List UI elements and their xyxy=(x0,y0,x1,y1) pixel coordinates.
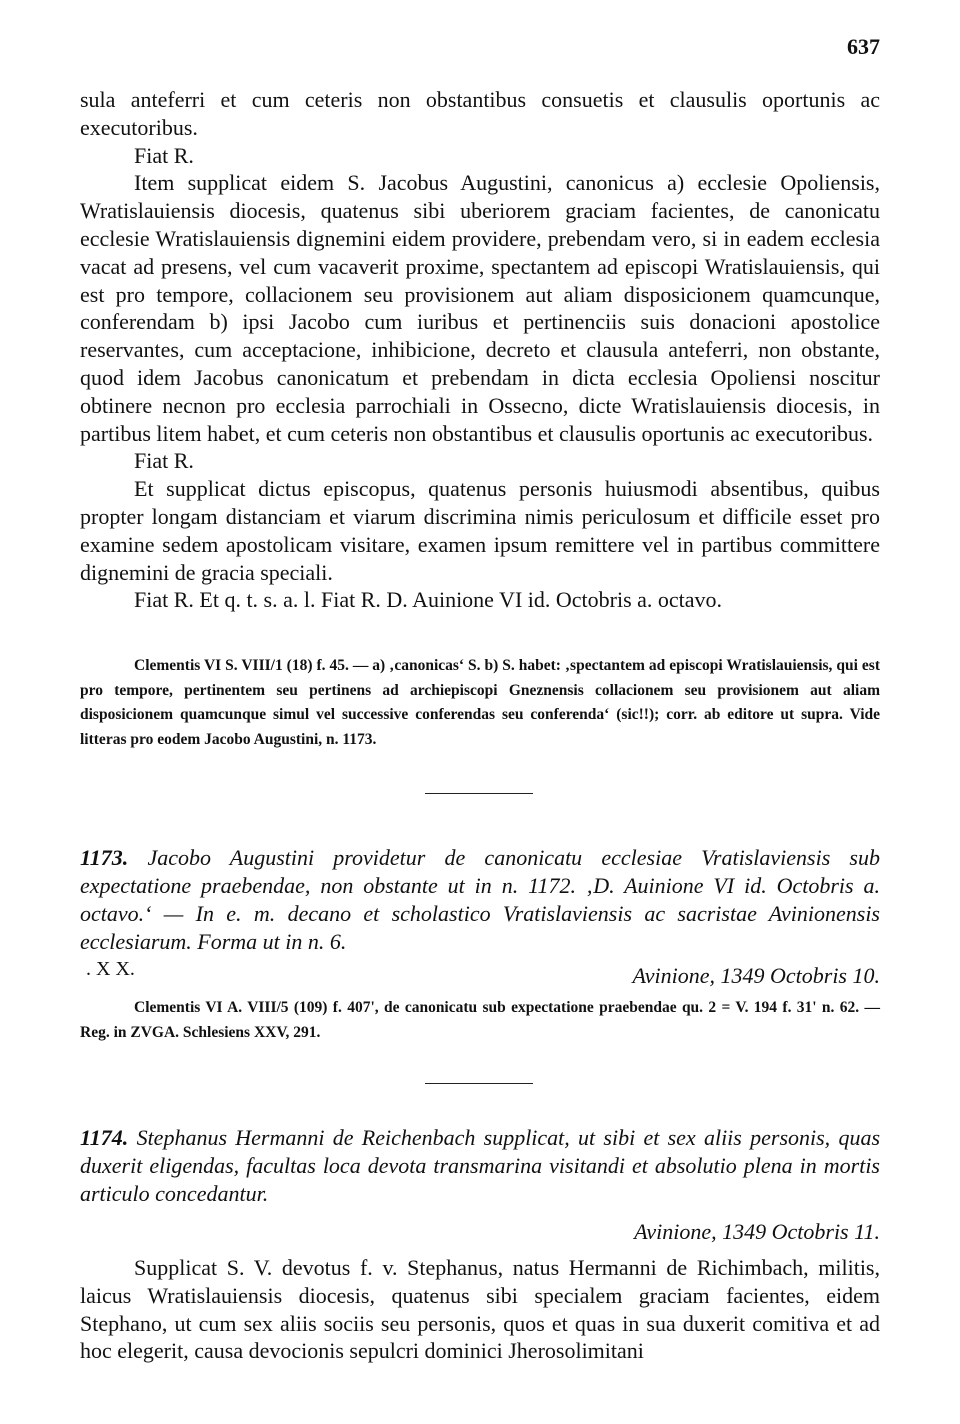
entry-1173 xyxy=(80,844,880,990)
entry-1173-source-text: Clementis VI A. VIII/5 (109) f. 407', de canonicatu sub expectatione praebendae qu. 2 = V. 194 f. 31' n. 62. — Reg. in ZVGA. Schlesiens XXV, 291. xyxy=(80,999,880,1041)
entry-1173-place-date: Avinione, 1349 Octobris 10. xyxy=(632,963,880,988)
footnote-1172 xyxy=(80,654,880,752)
entry-1174-summary xyxy=(80,1124,880,1208)
entry-1173-source xyxy=(80,996,880,1045)
entry-1173-summary-text: Jacobo Augustini providetur de canonicatu ecclesiae Vratislaviensis sub expectatione praebendae, non obstante ut in n. 1172. ‚D. Auinione VI id. Octobris a. octavo.‘ — In e. m. decano et scholastico Vratislaviensis ac sacristae Avinionensis ecclesiarum. Forma ut in n. 6. xyxy=(80,845,880,954)
page-number: 637 xyxy=(847,34,880,59)
entry-1174 xyxy=(80,1124,880,1365)
entry-1174-text: Supplicat S. V. devotus f. v. Stephanus, natus Hermanni de Richimbach, militis, laicus Wratislauiensis diocesis, quatenus sibi specialem graciam facientes, eidem Stephano, ut cum sex aliis sociis seu personis, quos et quas in sua duxerit comitiva et ad hoc elegerit, causa devocionis sepulcri dominici Jherosolimitani xyxy=(80,1255,880,1364)
paragraph-fiat-date: Fiat R. Et q. t. s. a. l. Fiat R. D. Auinione VI id. Octobris a. octavo. xyxy=(134,587,723,613)
entry-1174-number: 1174. xyxy=(80,1125,129,1150)
paragraph-item-supplicat: Item supplicat eidem S. Jacobus Augustini, canonicus a) ecclesie Opoliensis, Wratislauiensis diocesis, quatenus sibi uberiorem graciam facientes, de canonicatu ecclesie Wratislauiensis dignemini eidem providere, prebendam vero, si in eadem ecclesia vacat ad presens, vel cum vacaverit proxime, spectantem ad episcopi Wratislauiensis, qui est pro tempore, collacionem seu provisionem aut aliam disposicionem quamcunque, conferendam b) ipsi Jacobo cum iuribus et pertinenciis suis donacioni apostolice reservantes, cum acceptacione, inhibicione, decreto et clausula anteferri, non obstante, quod idem Jacobus canonicatum et prebendam in dicta ecclesia Opoliensi noscitur obtinere necnon pro ecclesia parrochiali in Ossecno, dicte Wratislauiensis diocesis, in partibus litem habet, et cum ceteris non obstantibus et clausulis oportunis ac executoribus. xyxy=(80,170,880,446)
registry-marks: . X X. xyxy=(86,958,135,980)
paragraph-fiat-2: Fiat R. xyxy=(134,448,194,474)
entry-1173-summary xyxy=(80,844,880,956)
section-divider xyxy=(425,793,533,794)
footnote-text: Clementis VI S. VIII/1 (18) f. 45. — a) ‚canonicas‘ S. b) S. habet: ‚spectantem ad episcopi Wratislauiensis, qui est pro tempore, pertinentem seu pertinens ad archiepiscopi Gneznensis collacionem seu provisionem aut aliam disposicionem quamcunque simul vel successive conferendas seu conferenda‘ (sic!!); corr. ab editore ut supra. Vide litteras pro eodem Jacobo Augustini, n. 1173. xyxy=(80,657,880,748)
entry-1174-summary-text: Stephanus Hermanni de Reichenbach supplicat, ut sibi et sex aliis personis, quas duxerit eligendas, facultas loca devota transmarina visitandi et absolutio plena in mortis articulo concedantur. xyxy=(80,1125,881,1206)
section-divider-2 xyxy=(425,1083,533,1084)
paragraph-fiat-1: Fiat R. xyxy=(134,142,194,168)
entry-1174-place-date: Avinione, 1349 Octobris 11. xyxy=(634,1219,880,1244)
paragraph-continuation: sula anteferri et cum ceteris non obstantibus consuetis et clausulis oportunis ac executoribus. xyxy=(80,87,880,140)
entry-1173-number: 1173. xyxy=(80,845,129,870)
entry-1172-text xyxy=(80,86,880,614)
paragraph-et-supplicat: Et supplicat dictus episcopus, quatenus personis huiusmodi absentibus, quibus propter longam distanciam et viarum discrimina nimis periculosum et difficile esset pro examine sedem apostolicam visitare, examen ipsum remittere vel in partibus committere dignemini de gracia speciali. xyxy=(80,476,880,585)
